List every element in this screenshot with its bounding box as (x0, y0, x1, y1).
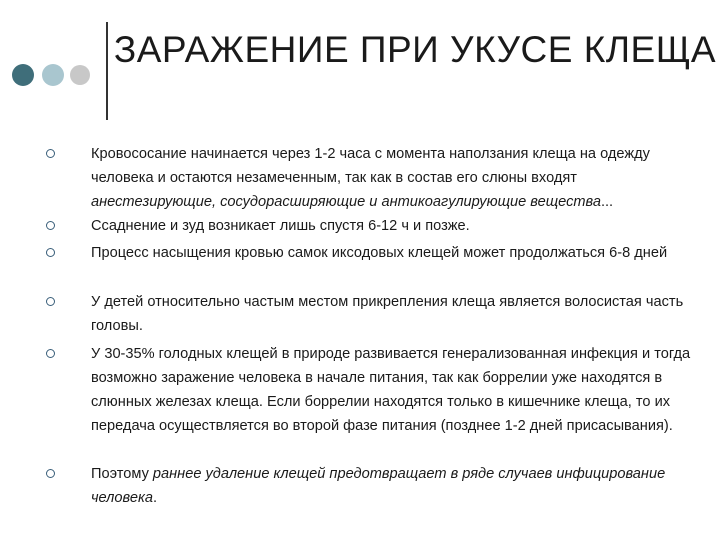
bullet-marker-icon (46, 221, 55, 230)
bullet-text-segment: Кровососание начинается через 1-2 часа с момента наползания клеща на одежду человека и остаются незамеченным, так как в состав его слюны входят (91, 146, 650, 186)
bullet-text-italic: раннее удаление клещей предотвращает в ряде случаев инфицирование человека (91, 466, 666, 506)
bullet-text-segment: Поэтому (91, 466, 153, 482)
bullet-text (91, 214, 705, 238)
bullet-text-segment: . (152, 490, 158, 506)
bullet-text (91, 342, 705, 438)
bullet-marker-icon (46, 149, 55, 158)
bullet-text-segment: Процесс насыщения кровью самок иксодовых клещей может продолжаться 6-8 дней (91, 245, 668, 261)
bullet-marker-icon (46, 248, 55, 257)
bullet-marker-icon (46, 297, 55, 306)
bullet-text (91, 462, 705, 510)
bullet-text (91, 142, 705, 214)
bullet-text-segment: Ссаднение и зуд возникает лишь спустя 6-12 ч и позже. (91, 218, 470, 234)
bullet-text-segment: ... (600, 194, 614, 210)
bullet-text-italic: анестезирующие, сосудорасширяющие и антикоагулирующие вещества (91, 194, 601, 210)
bullet-marker-icon (46, 349, 55, 358)
bullet-text (91, 290, 705, 338)
bullet-text-segment: У 30-35% голодных клещей в природе развивается генерализованная инфекция и тогда возможно заражение человека в начале питания, так как боррелии уже находятся в слюнных железах клеща. Если боррелии находятся только в кишечнике клеща, то их передача осуществляется во второй фазе питания (позднее 1-2 дней присасывания). (91, 346, 691, 434)
bullet-text (91, 241, 705, 265)
bullet-marker-icon (46, 469, 55, 478)
slide-title: ЗАРАЖЕНИЕ ПРИ УКУСЕ КЛЕЩА (113, 29, 717, 70)
bullet-text-segment: У детей относительно частым местом прикрепления клеща является волосистая часть головы. (91, 294, 684, 334)
